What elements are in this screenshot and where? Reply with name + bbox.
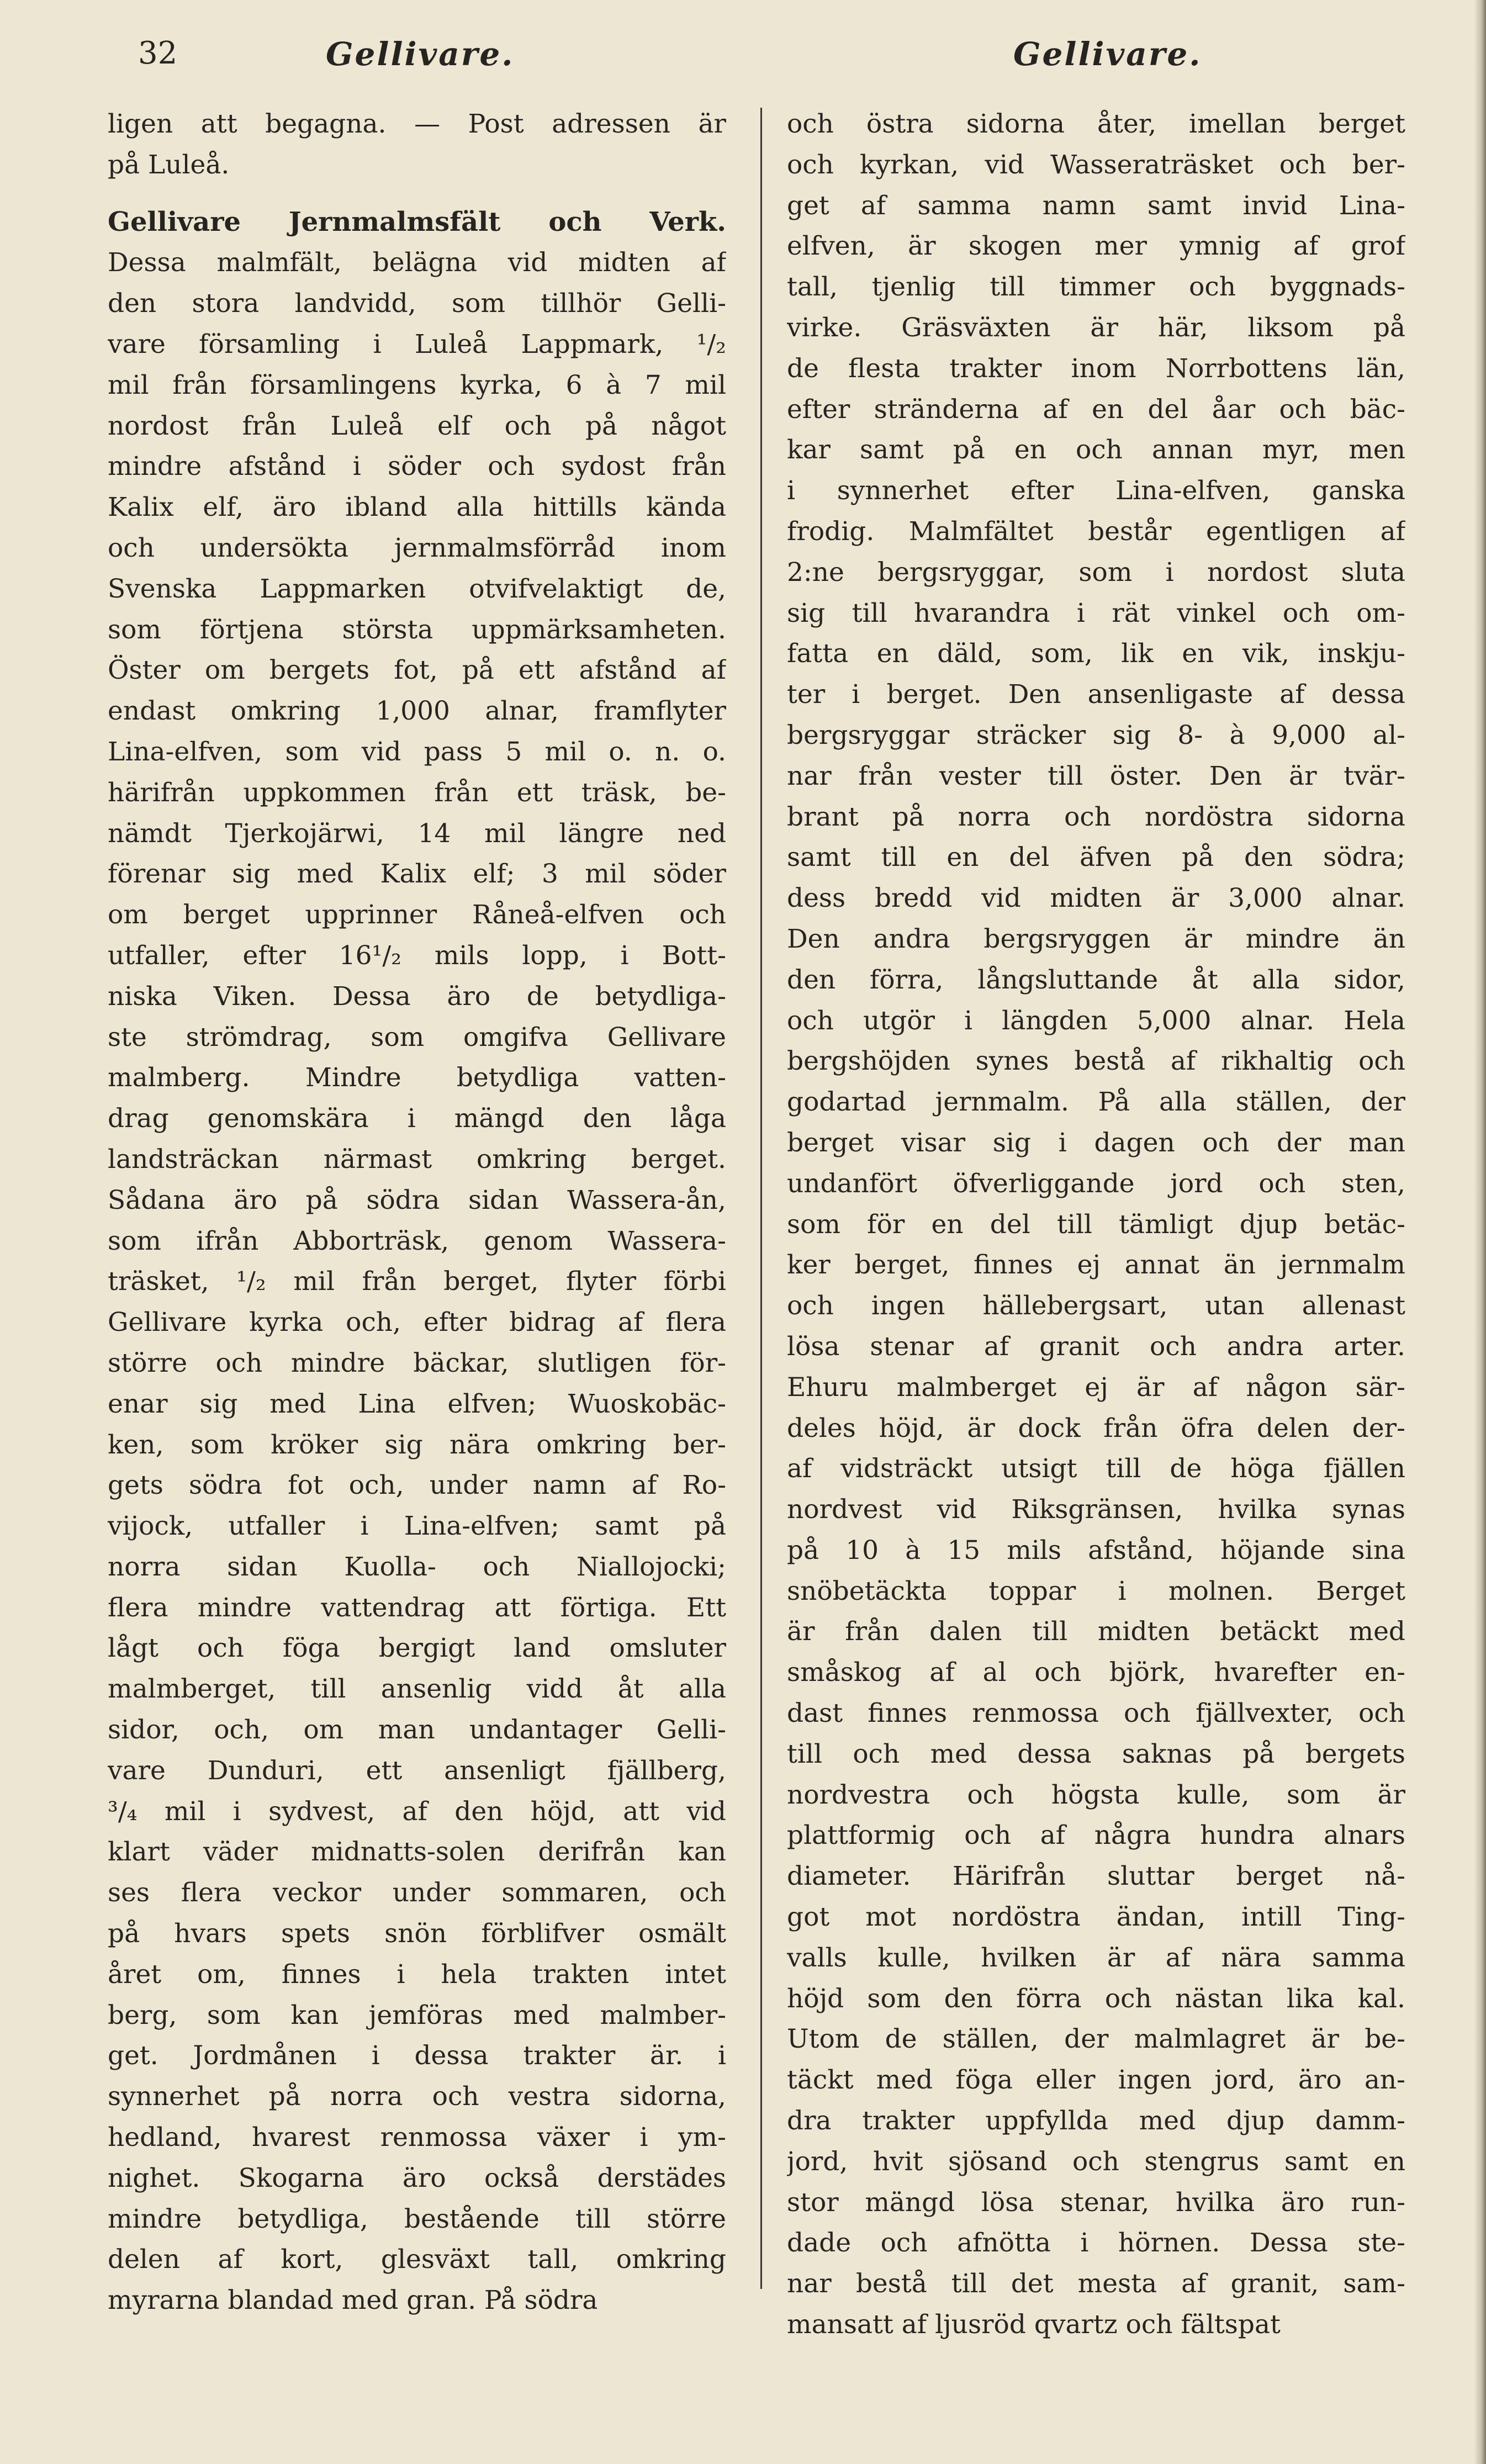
text-line: i synnerhet efter Lina-elfven, ganska — [787, 475, 1405, 506]
text-line: malmberg. Mindre betydliga vatten- — [108, 1062, 726, 1093]
text-line: Dessa malmfält, belägna vid midten af — [108, 247, 726, 278]
text-line: nar bestå till det mesta af granit, sam- — [787, 2269, 1405, 2299]
text-line: niska Viken. Dessa äro de betydliga- — [108, 981, 726, 1012]
text-line: godartad jernmalm. På alla ställen, der — [787, 1087, 1405, 1118]
text-line: deles höjd, är dock från öfra delen der- — [787, 1413, 1405, 1443]
text-line: vijock, utfaller i Lina-elfven; samt på — [108, 1511, 726, 1542]
text-line: get af samma namn samt invid Lina- — [787, 190, 1405, 221]
running-head-left: Gellivare. — [326, 35, 515, 73]
text-line: och utgör i längden 5,000 alnar. Hela — [787, 1005, 1405, 1036]
text-line: och ingen hällebergsart, utan allenast — [787, 1291, 1405, 1321]
text-line: mil från församlingens kyrka, 6 à 7 mil — [108, 369, 726, 400]
page-header — [0, 32, 1486, 82]
text-line: delen af kort, glesväxt tall, omkring — [108, 2244, 726, 2275]
text-line: som för en del till tämligt djup betäc- — [787, 1209, 1405, 1240]
text-line: ste strömdrag, som omgifva Gellivare — [108, 1022, 726, 1053]
text-line: kar samt på en och annan myr, men — [787, 435, 1405, 466]
text-line: klart väder midnatts-solen derifrån kan — [108, 1837, 726, 1868]
text-line: nordost från Luleå elf och på något — [108, 410, 726, 441]
text-line: lösa stenar af granit och andra arter. — [787, 1331, 1405, 1362]
text-line: nordvestra och högsta kulle, som är — [787, 1779, 1405, 1810]
text-line: malmberget, till ansenlig vidd åt alla — [108, 1674, 726, 1705]
text-line: 2:ne bergsryggar, som i nordost sluta — [787, 557, 1405, 588]
text-line: sig till hvarandra i rät vinkel och om- — [787, 598, 1405, 628]
text-line: jord, hvit sjösand och stengrus samt en — [787, 2146, 1405, 2177]
text-line: dade och afnötta i hörnen. Dessa ste- — [787, 2228, 1405, 2259]
text-line: är från dalen till midten betäckt med — [787, 1616, 1405, 1647]
text-line: nämdt Tjerkojärwi, 14 mil längre ned — [108, 818, 726, 849]
page-edge — [1474, 0, 1486, 2464]
text-line: undanfört öfverliggande jord och sten, — [787, 1168, 1405, 1199]
text-line: Lina-elfven, som vid pass 5 mil o. n. o. — [108, 736, 726, 767]
text-line: virke. Gräsväxten är här, liksom på — [787, 312, 1405, 343]
text-line: valls kulle, hvilken är af nära samma — [787, 1942, 1405, 1973]
text-line: de flesta trakter inom Norrbottens län, — [787, 353, 1405, 384]
text-line: mansatt af ljusröd qvartz och fältspat — [787, 2309, 1281, 2340]
text-line: flera mindre vattendrag att förtiga. Ett — [108, 1592, 726, 1623]
text-line: sidor, och, om man undantager Gelli- — [108, 1715, 726, 1746]
text-line: norra sidan Kuolla- och Niallojocki; — [108, 1551, 726, 1582]
text-line: ³/₄ mil i sydvest, af den höjd, att vid — [108, 1796, 726, 1827]
text-line: ligen att begagna. — Post adressen är — [108, 109, 726, 139]
text-line: Gellivare kyrka och, efter bidrag af flera — [108, 1307, 726, 1338]
text-line: året om, finnes i hela trakten intet — [108, 1959, 726, 1990]
text-line: bergsryggar sträcker sig 8- à 9,000 al- — [787, 720, 1405, 750]
text-line: på Luleå. — [108, 149, 230, 180]
text-line: nordvest vid Riksgränsen, hvilka synas — [787, 1494, 1405, 1525]
text-line: Sådana äro på södra sidan Wassera-ån, — [108, 1185, 726, 1215]
text-line: got mot nordöstra ändan, intill Ting- — [787, 1902, 1405, 1933]
text-line: och undersökta jernmalmsförråd inom — [108, 532, 726, 563]
text-line: och östra sidorna åter, imellan berget — [787, 109, 1405, 139]
text-line: till och med dessa saknas på bergets — [787, 1738, 1405, 1769]
text-line: snöbetäckta toppar i molnen. Berget — [787, 1575, 1405, 1606]
text-line: Den andra bergsryggen är mindre än — [787, 923, 1405, 954]
text-line: synnerhet på norra och vestra sidorna, — [108, 2081, 726, 2112]
text-line: täckt med föga eller ingen jord, äro an- — [787, 2065, 1405, 2096]
text-line: härifrån uppkommen från ett träsk, be- — [108, 777, 726, 808]
text-line: höjd som den förra och nästan lika kal. — [787, 1983, 1405, 2014]
text-line: stor mängd lösa stenar, hvilka äro run- — [787, 2187, 1405, 2218]
text-line: get. Jordmånen i dessa trakter är. i — [108, 2040, 726, 2071]
right-column — [787, 104, 1405, 2345]
text-line: hedland, hvarest renmossa växer i ym- — [108, 2122, 726, 2153]
text-line: Öster om bergets fot, på ett afstånd af — [108, 655, 726, 686]
text-line: dast finnes renmossa och fjällvexter, och — [787, 1698, 1405, 1729]
text-line: tall, tjenlig till timmer och byggnads- — [787, 272, 1405, 303]
text-line: träsket, ¹/₂ mil från berget, flyter förbi — [108, 1266, 726, 1297]
text-line: som ifrån Abborträsk, genom Wassera- — [108, 1225, 726, 1256]
text-line: mindre betydliga, bestående till större — [108, 2203, 726, 2234]
text-line: bergshöjden synes bestå af rikhaltig och — [787, 1046, 1405, 1077]
text-line: elfven, är skogen mer ymnig af grof — [787, 231, 1405, 262]
text-line: lågt och föga bergigt land omsluter — [108, 1633, 726, 1664]
text-line: endast omkring 1,000 alnar, framflyter — [108, 696, 726, 727]
text-line: och kyrkan, vid Wasseraträsket och ber- — [787, 149, 1405, 180]
text-line: fatta en däld, som, lik en vik, inskju- — [787, 638, 1405, 669]
text-line: dess bredd vid midten är 3,000 alnar. — [787, 883, 1405, 914]
column-divider — [760, 108, 762, 2289]
text-line: vare Dunduri, ett ansenligt fjällberg, — [108, 1755, 726, 1786]
text-line: mindre afstånd i söder och sydost från — [108, 451, 726, 482]
running-head-right: Gellivare. — [1013, 35, 1202, 73]
text-line: Kalix elf, äro ibland alla hittills kända — [108, 492, 726, 523]
text-line: Svenska Lappmarken otvifvelaktigt de, — [108, 573, 726, 604]
text-line: dra trakter uppfyllda med djup damm- — [787, 2106, 1405, 2137]
text-line: ter i berget. Den ansenligaste af dessa — [787, 679, 1405, 710]
text-line: på 10 à 15 mils afstånd, höjande sina — [787, 1535, 1405, 1566]
text-line: Utom de ställen, der malmlagret är be- — [787, 2024, 1405, 2055]
text-line: nar från vester till öster. Den är tvär- — [787, 760, 1405, 791]
text-line: brant på norra och nordöstra sidorna — [787, 801, 1405, 832]
text-line: gets södra fot och, under namn af Ro- — [108, 1470, 726, 1501]
text-line: utfaller, efter 16¹/₂ mils lopp, i Bott- — [108, 940, 726, 971]
text-line: småskog af al och björk, hvarefter en- — [787, 1657, 1405, 1688]
text-line: förenar sig med Kalix elf; 3 mil söder — [108, 859, 726, 890]
text-line: plattformig och af några hundra alnars — [787, 1820, 1405, 1851]
text-line: landsträckan närmast omkring berget. — [108, 1144, 726, 1175]
text-line: Ehuru malmberget ej är af någon sär- — [787, 1372, 1405, 1403]
text-line: på hvars spets snön förblifver osmält — [108, 1918, 726, 1949]
text-line: den stora landvidd, som tillhör Gelli- — [108, 288, 726, 319]
text-line: ken, som kröker sig nära omkring ber- — [108, 1429, 726, 1460]
text-line: ker berget, finnes ej annat än jernmalm — [787, 1250, 1405, 1281]
text-line: samt till en del äfven på den södra; — [787, 842, 1405, 873]
left-column — [108, 104, 726, 2321]
text-line: vare församling i Luleå Lappmark, ¹/₂ — [108, 329, 726, 359]
text-line: om berget upprinner Råneå-elfven och — [108, 900, 726, 930]
text-line: nighet. Skogarna äro också derstädes — [108, 2162, 726, 2193]
section-heading: Gellivare Jernmalmsfält och Verk. — [108, 206, 726, 237]
text-line: berg, som kan jemföras med malmber- — [108, 2000, 726, 2031]
text-line: ses flera veckor under sommaren, och — [108, 1878, 726, 1908]
page-number: 32 — [138, 35, 178, 71]
text-line: berget visar sig i dagen och der man — [787, 1127, 1405, 1158]
text-line: frodig. Malmfältet består egentligen af — [787, 516, 1405, 547]
text-line: den förra, långsluttande åt alla sidor, — [787, 964, 1405, 995]
text-line: drag genomskära i mängd den låga — [108, 1103, 726, 1134]
text-line: enar sig med Lina elfven; Wuoskobäc- — [108, 1388, 726, 1419]
text-line: af vidsträckt utsigt till de höga fjällen — [787, 1453, 1405, 1484]
text-line: diameter. Härifrån sluttar berget nå- — [787, 1861, 1405, 1892]
text-line: större och mindre bäckar, slutligen för- — [108, 1347, 726, 1378]
text-line: som förtjena största uppmärksamheten. — [108, 614, 726, 645]
text-line: efter stränderna af en del åar och bäc- — [787, 394, 1405, 425]
text-line: myrarna blandad med gran. På södra — [108, 2285, 598, 2316]
